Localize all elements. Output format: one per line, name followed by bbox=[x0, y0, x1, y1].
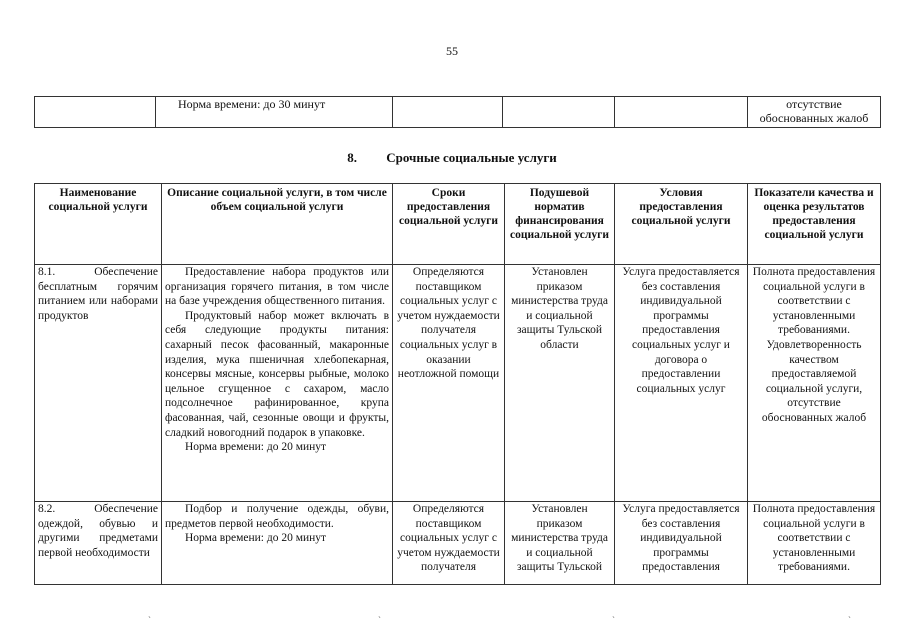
service-norm: Установлен приказом министерства труда и социальной защиты Тульской области bbox=[505, 265, 615, 502]
section-title: Срочные социальные услуги bbox=[386, 150, 557, 165]
column-header: Наименование социальной услуги bbox=[35, 184, 162, 265]
scan-mark: ˎ bbox=[612, 608, 615, 618]
scan-mark: ˎ bbox=[148, 608, 151, 618]
table-cell: отсутствие обоснованных жалоб bbox=[748, 97, 881, 128]
service-terms: Определяются поставщиком социальных услуг с учетом нуждаемости получателя социальных услуг в оказании неотложной помощи bbox=[393, 265, 505, 502]
column-header: Подушевой норматив финансирования социальной услуги bbox=[505, 184, 615, 265]
section-heading bbox=[0, 150, 904, 166]
section-number: 8. bbox=[347, 150, 357, 165]
table-row bbox=[35, 265, 881, 502]
column-header: Описание социальной услуги, в том числе объем социальной услуги bbox=[162, 184, 393, 265]
table-cell: Норма времени: до 30 минут bbox=[156, 97, 393, 128]
service-terms: Определяются поставщиком социальных услуг с учетом нуждаемости получателя bbox=[393, 502, 505, 585]
service-name: 8.2. Обеспечение одеждой, обувью и другими предметами первой необходимости bbox=[35, 502, 162, 585]
service-indicators: Полнота предоставления социальной услуги в соответствии с установленными требованиями. Удовлетворенность качеством предоставляемой социальной услуги, отсутствие обоснованных жалоб bbox=[748, 265, 881, 502]
column-header: Показатели качества и оценка результатов предоставления социальной услуги bbox=[748, 184, 881, 265]
service-name: 8.1. Обеспечение бесплатным горячим питанием или наборами продуктов bbox=[35, 265, 162, 502]
table-header-row bbox=[35, 184, 881, 265]
scan-mark: ˎ bbox=[378, 608, 381, 618]
service-indicators: Полнота предоставления социальной услуги в соответствии с установленными требованиями. bbox=[748, 502, 881, 585]
service-conditions: Услуга предоставляется без составления индивидуальной программы предоставления социальных услуг и договора о предоставлении социальных услуг bbox=[615, 265, 748, 502]
service-norm: Установлен приказом министерства труда и социальной защиты Тульской bbox=[505, 502, 615, 585]
table-row bbox=[35, 97, 881, 128]
column-header: Сроки предоставления социальной услуги bbox=[393, 184, 505, 265]
scan-mark: ˎ bbox=[848, 608, 851, 618]
service-description: Подбор и получение одежды, обуви, предметов первой необходимости. Норма времени: до 20 минут bbox=[162, 502, 393, 585]
column-header: Условия предоставления социальной услуги bbox=[615, 184, 748, 265]
page-number: 55 bbox=[446, 44, 458, 58]
service-description: Предоставление набора продуктов или организация горячего питания, в том числе на базе учреждения общественного питания. Продуктовый набор может включать в себя следующие продукты питания: сахарный песок фасованный, макаронные изделия, мука пшеничная хлебопекарная, консервы мясные, консервы рыбные, молоко цельное сгущенное с сахаром, масло подсолнечное рафинированное, крупа фасованная, чай, сезонные овощи и фрукты, сладкий новогодний подарок в упаковке. Норма времени: до 20 минут bbox=[162, 265, 393, 502]
services-table bbox=[34, 183, 881, 585]
continuation-table bbox=[34, 96, 881, 128]
service-conditions: Услуга предоставляется без составления индивидуальной программы предоставления bbox=[615, 502, 748, 585]
table-row bbox=[35, 502, 881, 585]
